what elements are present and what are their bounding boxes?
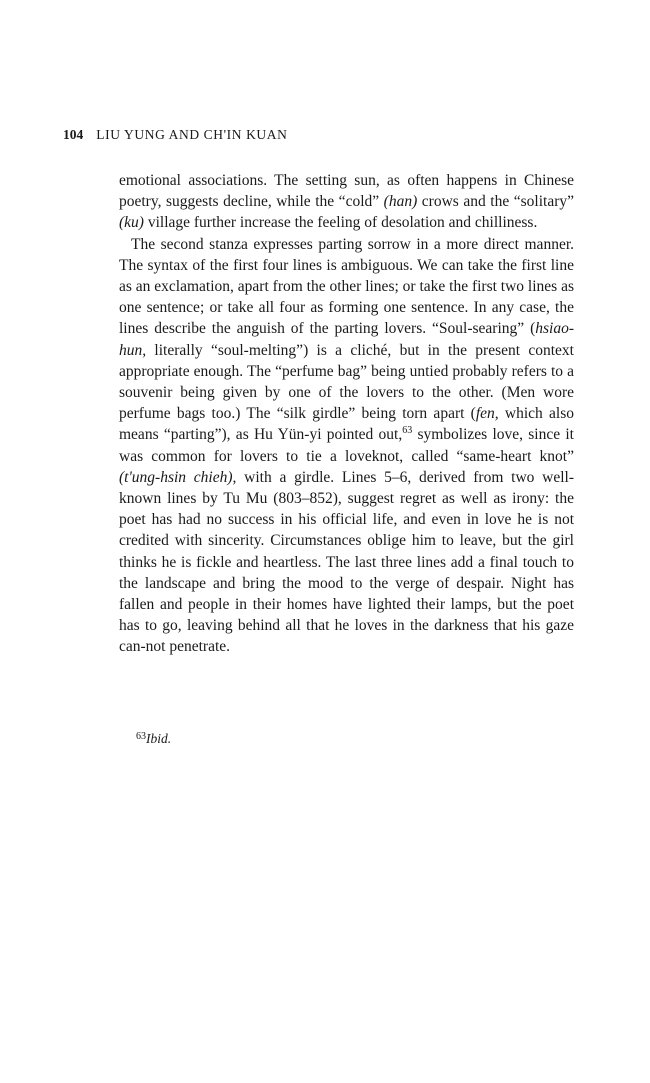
paragraph-2-text-2: literally “soul-melting”) is a cliché, but in the present context appropriate enough. The “perfume bag” being untied probably refers to a souvenir being given by one of the lovers to the other. (Men wore perfume bags too.) The “silk girdle” being torn apart ( — [119, 341, 574, 423]
footnote — [136, 730, 171, 748]
paragraph-2-italic-2: fen, — [475, 405, 499, 423]
paragraph-2 — [119, 234, 574, 658]
paragraph-1-text-2: crows and the “solitary” — [417, 193, 574, 211]
page-number: 104 — [63, 127, 84, 142]
footnote-text: Ibid. — [146, 731, 172, 746]
paragraph-1-italic-2: (ku) — [119, 214, 144, 232]
paragraph-1-text-1: emotional associations. The setting sun, as often happens in Chinese poetry, suggests decline, while the “cold” — [119, 172, 574, 211]
footnote-number: 63 — [136, 731, 146, 742]
paragraph-1-italic-1: (han) — [383, 193, 418, 211]
paragraph-2-text-1: The second stanza expresses parting sorrow in a more direct manner. The syntax of the first four lines is ambiguous. We can take the first line as an exclamation, apart from the other lines; or take the first two lines as one sentence; or take all four as forming one sentence. In any case, the lines describe the anguish of the parting lovers. “Soul-searing” ( — [119, 235, 574, 338]
running-head — [63, 127, 287, 143]
paragraph-2-text-5: with a girdle. Lines 5–6, derived from two well-known lines by Tu Mu (803–852), suggest regret as well as irony: the poet has had no success in his official life, and even in love he is not credited with sincerity. Circumstances oblige him to leave, but the girl thinks he is fickle and heartless. The last three lines add a final touch to the landscape and bring the mood to the verge of despair. Night has fallen and people in their homes have lighted their lamps, but the poet has to go, leaving behind all that he loves in the darkness that his gaze can-not penetrate. — [119, 468, 574, 656]
paragraph-2-text-4: symbolizes love, since it was common for lovers to tie a loveknot, called “same-heart knot” — [119, 426, 574, 465]
body-text — [119, 170, 574, 658]
footnote-reference[interactable]: 63 — [402, 425, 413, 437]
paragraph-2-italic-1: hsiao-hun, — [119, 320, 574, 359]
paragraph-1 — [119, 170, 574, 234]
paragraph-1-text-3: village further increase the feeling of desolation and chilliness. — [143, 214, 538, 232]
paragraph-2-text-3: which also means “parting”), as Hu Yün-yi pointed out, — [119, 405, 574, 444]
running-title: LIU YUNG AND CH'IN KUAN — [96, 127, 288, 142]
paragraph-2-italic-3: (t'ung-hsin chieh), — [119, 468, 237, 486]
